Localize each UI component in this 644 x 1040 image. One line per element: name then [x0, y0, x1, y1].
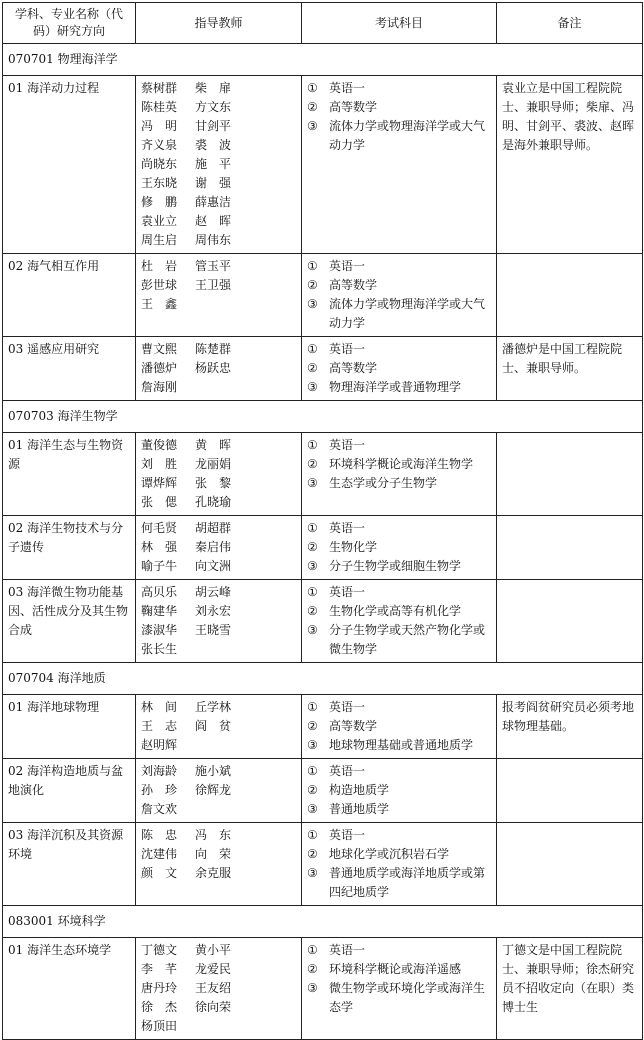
subject-name: 英语一 — [329, 585, 366, 599]
advisor-name: 齐义泉 — [141, 138, 178, 152]
advisor-name: 陈 忠 — [141, 828, 178, 842]
advisor-name: 林 间 — [141, 700, 178, 714]
exam-subject — [307, 717, 491, 736]
exam-subject — [307, 98, 491, 117]
exam-subject — [307, 79, 491, 98]
advisor-name: 李 芊 — [141, 962, 178, 976]
exam-subject — [307, 979, 491, 1017]
subject-name: 微生物学或环境化学或海洋生态学 — [329, 981, 486, 1014]
subject-number: ② — [307, 457, 318, 471]
research-direction: 02 海气相互作用 — [3, 254, 136, 337]
advisor-name: 柴 扉 — [195, 81, 232, 95]
advisor-name: 王晓雪 — [195, 623, 232, 637]
exam-subject — [307, 474, 491, 493]
advisor-name: 修 鹏 — [141, 195, 178, 209]
research-direction: 01 海洋生态环境学 — [3, 938, 136, 1040]
advisor-name: 阎 贫 — [195, 719, 232, 733]
subject-name: 高等数学 — [329, 100, 378, 114]
header-notes: 备注 — [497, 3, 643, 44]
advisor-name: 管玉平 — [195, 259, 232, 273]
note: 潘德炉是中国工程院院士、兼职导师。 — [497, 337, 643, 401]
advisor-name: 王 志 — [141, 719, 178, 733]
table-row — [3, 759, 643, 823]
section-row — [3, 906, 643, 938]
note: 丁德文是中国工程院院士、兼职导师；徐杰研究员不招收定向（在职）类博士生 — [497, 938, 643, 1040]
exam-subject — [307, 960, 491, 979]
advisor-name: 徐向荣 — [195, 1000, 232, 1014]
subject-number: ③ — [307, 623, 318, 637]
advisor-list — [136, 759, 302, 823]
advisor-name: 赵 晖 — [195, 214, 232, 228]
exam-subject-list — [302, 76, 497, 254]
advisor-name: 刘永宏 — [195, 604, 232, 618]
exam-subject — [307, 736, 491, 755]
table-row — [3, 938, 643, 1040]
subject-name: 高等数学 — [329, 719, 378, 733]
exam-subject — [307, 117, 491, 155]
research-direction: 03 海洋微生物功能基因、活性成分及其生物合成 — [3, 580, 136, 663]
subject-number: ① — [307, 259, 318, 273]
subject-name: 英语一 — [329, 259, 366, 273]
advisor-list — [136, 433, 302, 516]
advisor-name: 陈桂英 — [141, 100, 178, 114]
advisor-name: 周伟东 — [195, 233, 232, 247]
subject-number: ① — [307, 342, 318, 356]
advisor-name: 何毛贤 — [141, 521, 178, 535]
advisor-name: 徐辉龙 — [195, 783, 232, 797]
advisor-name: 施 平 — [195, 157, 232, 171]
advisor-name: 徐 杰 — [141, 1000, 178, 1014]
table-row — [3, 433, 643, 516]
note — [497, 823, 643, 906]
advisor-name: 杨顶田 — [141, 1019, 178, 1033]
research-direction: 03 遥感应用研究 — [3, 337, 136, 401]
advisor-name: 王东晓 — [141, 176, 178, 190]
subject-name: 环境科学概论或海洋遥感 — [329, 962, 462, 976]
subject-name: 普通地质学或海洋地质学或第四纪地质学 — [329, 866, 486, 899]
advisor-name: 冯 东 — [195, 828, 232, 842]
note — [497, 254, 643, 337]
exam-subject — [307, 583, 491, 602]
subject-number: ③ — [307, 119, 318, 133]
exam-subject — [307, 800, 491, 819]
advisor-name: 彭世球 — [141, 278, 178, 292]
advisor-name: 冯 明 — [141, 119, 178, 133]
advisor-list — [136, 580, 302, 663]
table-row — [3, 337, 643, 401]
table-body — [3, 44, 643, 1040]
advisor-name: 高贝乐 — [141, 585, 178, 599]
advisor-name: 孙 珍 — [141, 783, 178, 797]
subject-name: 英语一 — [329, 764, 366, 778]
advisor-name: 秦启伟 — [195, 540, 232, 554]
advisor-name: 张 偲 — [141, 495, 178, 509]
advisor-name: 袁业立 — [141, 214, 178, 228]
advisor-name: 唐丹玲 — [141, 981, 178, 995]
advisor-name: 向文洲 — [195, 559, 232, 573]
advisor-list — [136, 938, 302, 1040]
note — [497, 433, 643, 516]
exam-subject — [307, 436, 491, 455]
advisor-name: 周生启 — [141, 233, 178, 247]
exam-subject — [307, 602, 491, 621]
subject-name: 生物化学或高等有机化学 — [329, 604, 462, 618]
subject-number: ③ — [307, 866, 318, 880]
exam-subject — [307, 845, 491, 864]
advisor-name: 陈楚群 — [195, 342, 232, 356]
advisor-name: 曹文熙 — [141, 342, 178, 356]
table-row — [3, 254, 643, 337]
subject-name: 生态学或分子生物学 — [329, 476, 438, 490]
advisor-list — [136, 823, 302, 906]
subject-number: ③ — [307, 738, 318, 752]
advisor-name: 王 鑫 — [141, 297, 178, 311]
subject-number: ② — [307, 278, 318, 292]
exam-subject-list — [302, 823, 497, 906]
exam-subject-list — [302, 516, 497, 580]
exam-subject — [307, 826, 491, 845]
advisor-name: 张 黎 — [195, 476, 232, 490]
advisor-name: 丁德文 — [141, 943, 178, 957]
subject-number: ① — [307, 943, 318, 957]
advisor-list — [136, 337, 302, 401]
research-direction: 03 海洋沉积及其资源环境 — [3, 823, 136, 906]
exam-subject — [307, 257, 491, 276]
advisor-name: 杜 岩 — [141, 259, 178, 273]
table-row — [3, 580, 643, 663]
subject-name: 流体力学或物理海洋学或大气动力学 — [329, 119, 486, 152]
advisor-name: 林 强 — [141, 540, 178, 554]
advisor-list — [136, 76, 302, 254]
subject-number: ② — [307, 783, 318, 797]
exam-subject — [307, 621, 491, 659]
advisor-name: 尚晓东 — [141, 157, 178, 171]
exam-subject — [307, 864, 491, 902]
advisor-name: 潘德炉 — [141, 361, 178, 375]
subject-name: 物理海洋学或普通物理学 — [329, 380, 462, 394]
advisor-name: 龙丽娟 — [195, 457, 232, 471]
advisor-list — [136, 516, 302, 580]
advisor-list — [136, 254, 302, 337]
subject-number: ② — [307, 962, 318, 976]
subject-name: 英语一 — [329, 700, 366, 714]
subject-number: ② — [307, 847, 318, 861]
section-title: 070703 海洋生物学 — [3, 401, 643, 433]
exam-subject — [307, 276, 491, 295]
advisor-name: 张长生 — [141, 642, 178, 656]
subject-name: 地球物理基础或普通地质学 — [329, 738, 474, 752]
subject-number: ③ — [307, 476, 318, 490]
subject-name: 英语一 — [329, 81, 366, 95]
exam-subject-list — [302, 695, 497, 759]
exam-subject — [307, 359, 491, 378]
table-row — [3, 695, 643, 759]
section-row — [3, 44, 643, 76]
exam-subject — [307, 378, 491, 397]
exam-subject — [307, 340, 491, 359]
subject-name: 构造地质学 — [329, 783, 390, 797]
advisor-name: 沈建伟 — [141, 847, 178, 861]
subject-number: ① — [307, 521, 318, 535]
advisor-name: 薛惠洁 — [195, 195, 232, 209]
subject-number: ② — [307, 719, 318, 733]
advisor-name: 黄小平 — [195, 943, 232, 957]
subject-number: ③ — [307, 981, 318, 995]
advisor-name: 丘学林 — [195, 700, 232, 714]
exam-subject — [307, 295, 491, 333]
header-discipline: 学科、专业名称（代码）研究方向 — [3, 3, 136, 44]
subject-name: 普通地质学 — [329, 802, 390, 816]
note: 报考阎贫研究员必须考地球物理基础。 — [497, 695, 643, 759]
advisor-name: 漆淑华 — [141, 623, 178, 637]
research-direction: 01 海洋地球物理 — [3, 695, 136, 759]
admissions-table — [2, 2, 643, 1040]
advisor-name: 王卫强 — [195, 278, 232, 292]
advisor-name: 詹文欢 — [141, 802, 178, 816]
subject-number: ② — [307, 604, 318, 618]
note: 袁业立是中国工程院院士、兼职导师；柴扉、冯明、甘剑平、裘波、赵晖是海外兼职导师。 — [497, 76, 643, 254]
page — [0, 2, 644, 1033]
subject-name: 英语一 — [329, 438, 366, 452]
advisor-name: 龙爱民 — [195, 962, 232, 976]
section-title: 083001 环境科学 — [3, 906, 643, 938]
subject-name: 环境科学概论或海洋生物学 — [329, 457, 474, 471]
research-direction: 01 海洋动力过程 — [3, 76, 136, 254]
section-row — [3, 663, 643, 695]
advisor-name: 向 荣 — [195, 847, 232, 861]
subject-number: ③ — [307, 559, 318, 573]
subject-name: 分子生物学或天然产物化学或微生物学 — [329, 623, 486, 656]
exam-subject-list — [302, 938, 497, 1040]
advisor-name: 黄 晖 — [195, 438, 232, 452]
subject-name: 英语一 — [329, 521, 366, 535]
exam-subject-list — [302, 337, 497, 401]
advisor-name: 蔡树群 — [141, 81, 178, 95]
advisor-name: 裘 波 — [195, 138, 232, 152]
advisor-name: 鞠建华 — [141, 604, 178, 618]
exam-subject-list — [302, 580, 497, 663]
subject-name: 英语一 — [329, 342, 366, 356]
exam-subject — [307, 519, 491, 538]
section-row — [3, 401, 643, 433]
subject-number: ② — [307, 540, 318, 554]
exam-subject-list — [302, 759, 497, 823]
exam-subject — [307, 698, 491, 717]
exam-subject — [307, 941, 491, 960]
subject-number: ① — [307, 828, 318, 842]
advisor-name: 谭烨辉 — [141, 476, 178, 490]
section-title: 070701 物理海洋学 — [3, 44, 643, 76]
note — [497, 580, 643, 663]
advisor-name: 刘 胜 — [141, 457, 178, 471]
subject-number: ① — [307, 585, 318, 599]
note — [497, 516, 643, 580]
subject-name: 英语一 — [329, 943, 366, 957]
advisor-name: 甘剑平 — [195, 119, 232, 133]
subject-number: ① — [307, 81, 318, 95]
exam-subject — [307, 762, 491, 781]
subject-number: ② — [307, 100, 318, 114]
advisor-name: 施小斌 — [195, 764, 232, 778]
exam-subject-list — [302, 254, 497, 337]
exam-subject-list — [302, 433, 497, 516]
advisor-name: 王友绍 — [195, 981, 232, 995]
research-direction: 02 海洋生物技术与分子遗传 — [3, 516, 136, 580]
section-title: 070704 海洋地质 — [3, 663, 643, 695]
exam-subject — [307, 455, 491, 474]
subject-name: 高等数学 — [329, 361, 378, 375]
table-row — [3, 823, 643, 906]
table-row — [3, 76, 643, 254]
advisor-name: 胡超群 — [195, 521, 232, 535]
subject-number: ③ — [307, 802, 318, 816]
subject-name: 英语一 — [329, 828, 366, 842]
advisor-name: 方文东 — [195, 100, 232, 114]
subject-number: ③ — [307, 380, 318, 394]
subject-name: 高等数学 — [329, 278, 378, 292]
advisor-name: 颜 文 — [141, 866, 178, 880]
subject-number: ① — [307, 764, 318, 778]
advisor-name: 喻子牛 — [141, 559, 178, 573]
table-row — [3, 516, 643, 580]
note — [497, 759, 643, 823]
subject-name: 生物化学 — [329, 540, 378, 554]
exam-subject — [307, 538, 491, 557]
advisor-name: 赵明辉 — [141, 738, 178, 752]
advisor-name: 詹海刚 — [141, 380, 178, 394]
advisor-name: 刘海龄 — [141, 764, 178, 778]
advisor-name: 余克服 — [195, 866, 232, 880]
advisor-name: 孔晓瑜 — [195, 495, 232, 509]
subject-number: ① — [307, 700, 318, 714]
research-direction: 01 海洋生态与生物资源 — [3, 433, 136, 516]
advisor-name: 董俊德 — [141, 438, 178, 452]
advisor-name: 谢 强 — [195, 176, 232, 190]
subject-number: ② — [307, 361, 318, 375]
subject-name: 分子生物学或细胞生物学 — [329, 559, 462, 573]
subject-name: 地球化学或沉积岩石学 — [329, 847, 450, 861]
subject-name: 流体力学或物理海洋学或大气动力学 — [329, 297, 486, 330]
advisor-name: 杨跃忠 — [195, 361, 232, 375]
subject-number: ③ — [307, 297, 318, 311]
research-direction: 02 海洋构造地质与盆地演化 — [3, 759, 136, 823]
advisor-name: 胡云峰 — [195, 585, 232, 599]
exam-subject — [307, 557, 491, 576]
subject-number: ① — [307, 438, 318, 452]
advisor-list — [136, 695, 302, 759]
table-header-row — [3, 3, 643, 44]
header-exam-subjects: 考试科目 — [302, 3, 497, 44]
exam-subject — [307, 781, 491, 800]
header-advisors: 指导教师 — [136, 3, 302, 44]
